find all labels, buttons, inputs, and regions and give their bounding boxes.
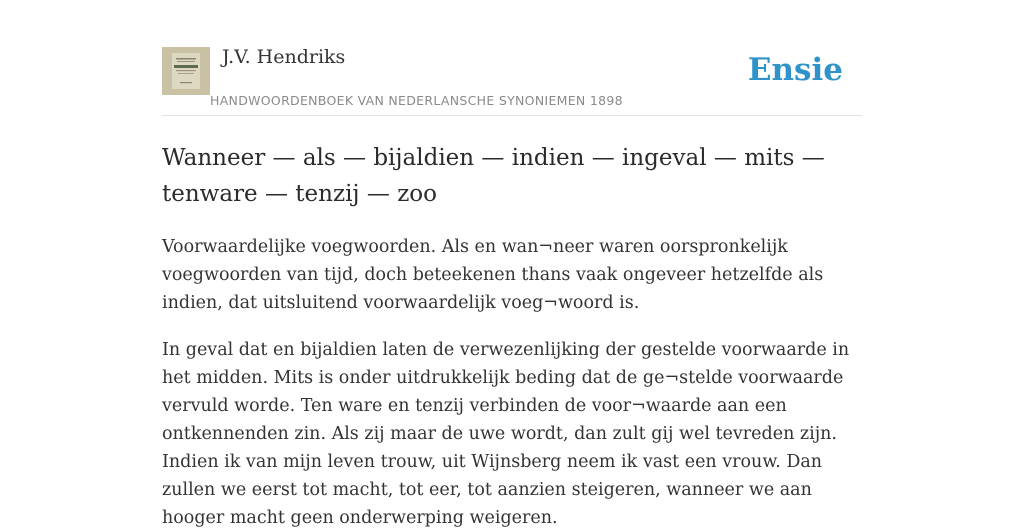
book-cover-avatar-icon[interactable]: [162, 47, 210, 95]
entry-header: [162, 40, 862, 116]
author-name[interactable]: J.V. Hendriks: [222, 46, 346, 68]
source-title[interactable]: HANDWOORDENBOEK VAN NEDERLANSCHE SYNONIEMEN 1898: [210, 93, 623, 108]
entry-card: [162, 40, 862, 532]
entry-title: Wanneer — als — bijaldien — indien — ingeval — mits — tenware — tenzij — zoo: [162, 145, 825, 207]
entry-paragraph: In geval dat en bijaldien laten de verwezenlijking der gestelde voorwaarde in het midden. Mits is onder uitdrukkelijk beding dat de ge¬stelde voorwaarde vervuld worde. Ten ware en tenzij verbinden de voor¬waarde aan een ontkennenden zin. Als zij maar de uwe wordt, dan zult gij wel tevreden zijn. Indien ik van mijn leven trouw, uit Wijnsberg neem ik vast een vrouw. Dan zullen we eerst tot macht, tot eer, tot aanzien steigeren, wanneer we aan hooger macht geen onderwerping weigeren.: [162, 340, 850, 528]
brand-logo[interactable]: Ensie: [747, 52, 843, 88]
entry-paragraph: Voorwaardelijke voegwoorden. Als en wan¬neer waren oorspronkelijk voegwoorden van tijd, doch beteekenen thans vaak ongeveer hetzelfde als indien, dat uitsluitend voorwaardelijk voeg¬woord is.: [162, 237, 824, 313]
book-cover-image: [162, 47, 210, 95]
